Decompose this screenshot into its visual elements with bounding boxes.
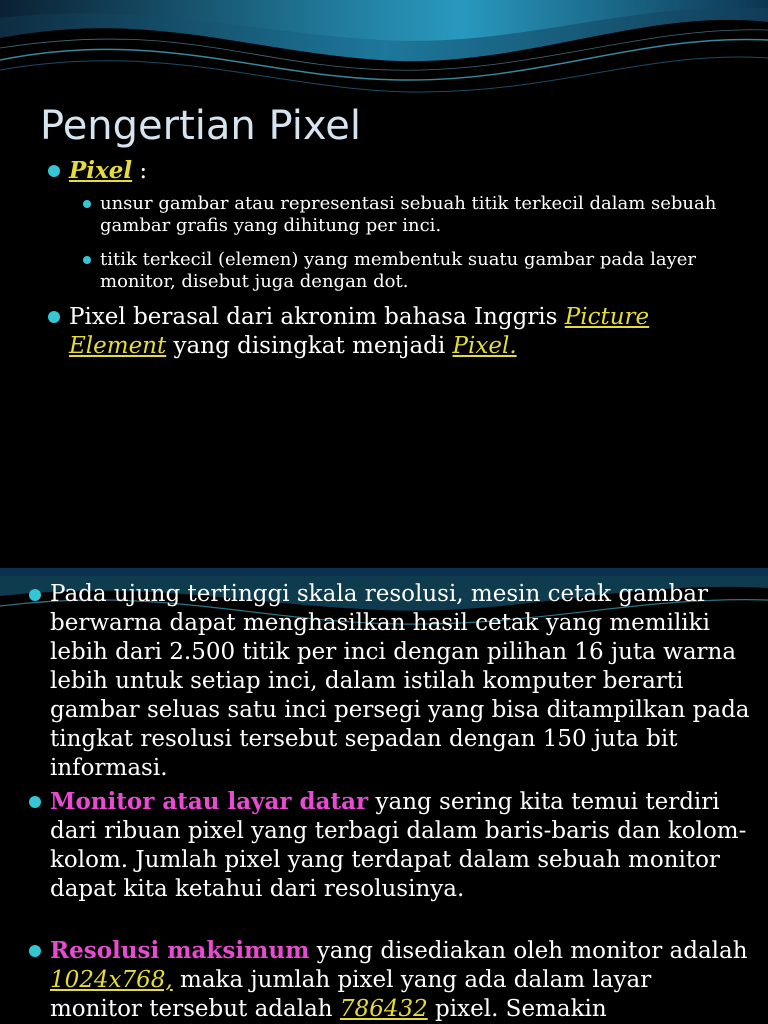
sub-bullet-1 — [100, 193, 720, 237]
paragraph-max-resolution — [50, 936, 750, 1024]
slide-divider — [0, 568, 768, 576]
paragraph-resolution — [50, 580, 750, 783]
paragraph-monitor-text: yang sering kita temui terdiri dari ribuan pixel yang terbagi dalam baris-baris dan kolom-kolom. Jumlah pixel yang terdapat dalam sebuah monitor dapat kita ketahui dari resolusinya. — [50, 789, 747, 902]
max-resolution-text-c: pixel. Semakin — [427, 996, 607, 1022]
slide-title: Pengertian Pixel — [40, 103, 361, 149]
max-resolution-text-a: yang disediakan oleh monitor adalah — [309, 938, 748, 964]
max-resolution-highlight: Resolusi maksimum — [50, 937, 310, 964]
bullet-dot-icon — [48, 311, 60, 323]
max-resolution-text-b: maka jumlah pixel yang ada dalam layar monitor tersebut adalah — [50, 967, 652, 1022]
sub-bullet-dot-icon — [83, 256, 91, 264]
monitor-highlight: Monitor atau layar datar — [50, 788, 369, 815]
bullet-dot-icon — [29, 796, 41, 808]
bullet-dot-icon — [29, 589, 41, 601]
pixel-term-suffix: : — [132, 158, 148, 184]
pixel-link[interactable]: Pixel. — [452, 333, 517, 359]
wave-decoration — [0, 0, 768, 110]
bullet-dot-icon — [48, 165, 60, 177]
pixel-count-link[interactable]: 786432 — [339, 996, 428, 1022]
paragraph-monitor — [50, 787, 750, 904]
pixel-term-link[interactable]: Pixel — [69, 157, 133, 184]
origin-text-a: Pixel berasal dari akronim bahasa Inggris — [69, 304, 565, 330]
sub-bullet-1-text: unsur gambar atau representasi sebuah titik terkecil dalam sebuah gambar grafis yang dihitung per inci. — [100, 193, 717, 236]
picture-element-link[interactable]: Picture Element — [69, 304, 650, 359]
sub-bullet-dot-icon — [83, 200, 91, 208]
bullet-origin — [69, 303, 719, 361]
paragraph-resolution-text: Pada ujung tertinggi skala resolusi, mesin cetak gambar berwarna dapat menghasilkan hasil cetak yang memiliki lebih dari 2.500 titik per inci dengan pilihan 16 juta warna lebih untuk setiap inci, dalam istilah komputer berarti gambar seluas satu inci persegi yang bisa ditampilkan pada tingkat resolusi tersebut sepadan dengan 150 juta bit informasi. — [50, 581, 750, 781]
sub-bullet-2-text: titik terkecil (elemen) yang membentuk suatu gambar pada layer monitor, disebut juga dengan dot. — [100, 249, 697, 292]
resolution-value-link[interactable]: 1024x768, — [50, 967, 173, 993]
sub-bullet-2 — [100, 249, 720, 293]
bullet-dot-icon — [29, 945, 41, 957]
origin-text-b: yang disingkat menjadi — [166, 333, 453, 359]
slide-2 — [0, 576, 768, 1024]
bullet-pixel — [69, 157, 147, 185]
